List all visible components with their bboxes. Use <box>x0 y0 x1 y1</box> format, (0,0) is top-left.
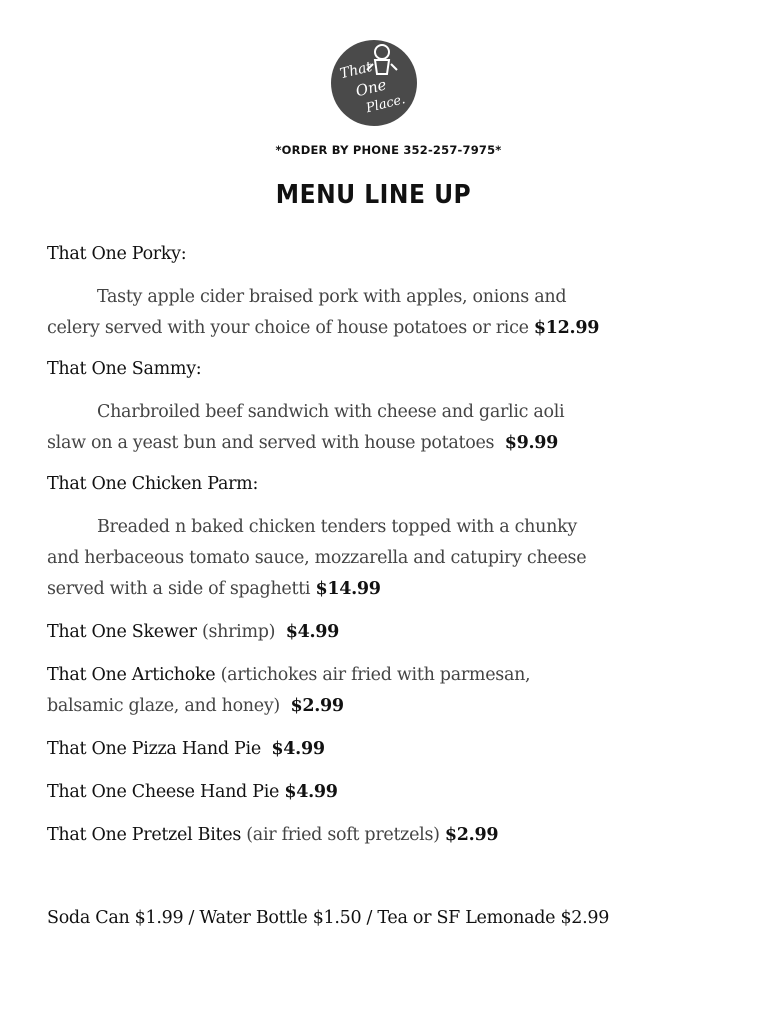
menu-item-name: That One Sammy: <box>47 359 202 379</box>
menu-item-artichoke: That One Artichoke (artichokes air fried with parmesan, <box>47 665 531 685</box>
menu-item-price: $14.99 <box>315 579 381 599</box>
menu-item-desc: served with a side of spaghetti $14.99 <box>47 579 381 599</box>
logo-place: Place. <box>364 92 407 117</box>
menu-item-desc: celery served with your choice of house potatoes or rice $12.99 <box>47 318 600 338</box>
drinks-line: Soda Can $1.99 / Water Bottle $1.50 / Tea or SF Lemonade $2.99 <box>47 908 610 928</box>
menu-item-desc: Breaded n baked chicken tenders topped with a chunky <box>97 517 577 537</box>
menu-item-desc: balsamic glaze, and honey) $2.99 <box>47 696 344 716</box>
menu-item-desc: slaw on a yeast bun and served with house potatoes $9.99 <box>47 433 559 453</box>
menu-item-name: That One Chicken Parm: <box>47 474 259 494</box>
menu-item-cheese-hand-pie: That One Cheese Hand Pie $4.99 <box>47 782 338 802</box>
menu-item-desc: Tasty apple cider braised pork with apples, onions and <box>97 287 567 307</box>
menu-item-desc: Charbroiled beef sandwich with cheese and garlic aoli <box>97 402 565 422</box>
logo-graphic <box>331 40 417 126</box>
order-by-phone: *ORDER BY PHONE 352-257-7975* <box>275 143 502 157</box>
logo <box>331 40 417 126</box>
menu-item-name: That One Porky: <box>47 244 187 264</box>
menu-item-price: $12.99 <box>533 318 600 338</box>
menu-item-price: $9.99 <box>504 433 559 453</box>
menu-list <box>47 239 747 934</box>
logo-that: That <box>338 58 374 83</box>
menu-item-pretzel-bites: That One Pretzel Bites (air fried soft pretzels) $2.99 <box>47 825 499 845</box>
menu-item-desc: and herbaceous tomato sauce, mozzarella and catupiry cheese <box>47 548 587 568</box>
menu-item-pizza-hand-pie: That One Pizza Hand Pie $4.99 <box>47 739 325 759</box>
menu-item-skewer: That One Skewer (shrimp) $4.99 <box>47 622 340 642</box>
page-title: MENU LINE UP <box>275 180 472 210</box>
logo-one: One <box>353 75 389 101</box>
